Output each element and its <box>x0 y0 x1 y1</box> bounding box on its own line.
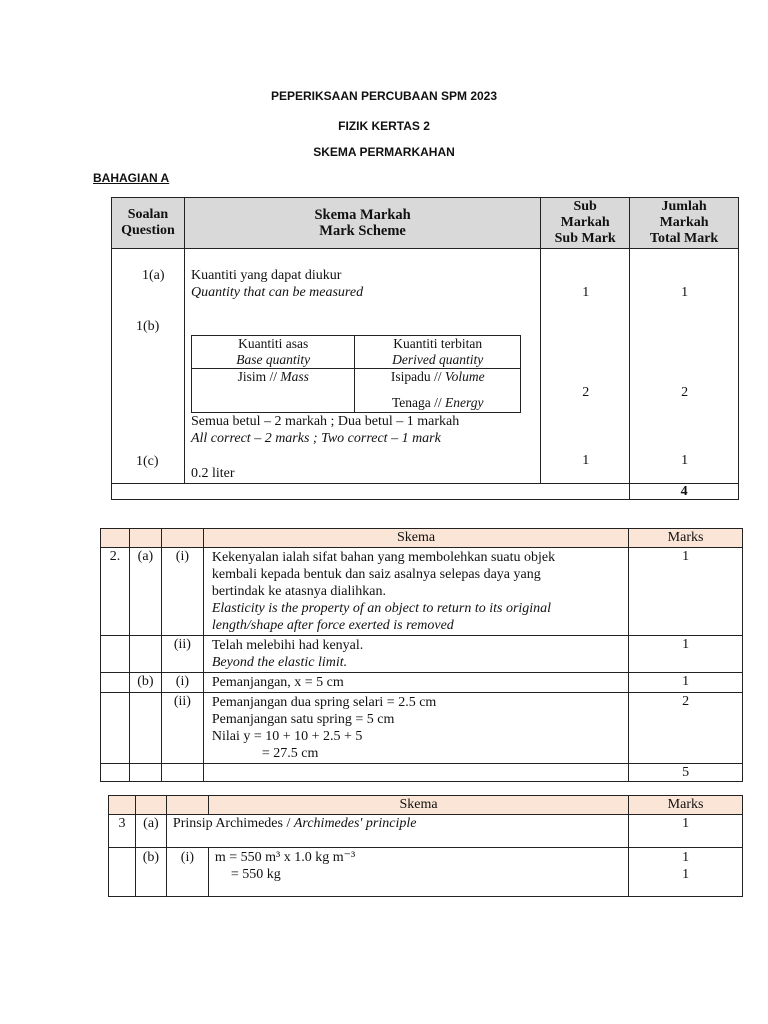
header-total-mark: Jumlah Markah Total Mark <box>630 198 739 249</box>
q3-b-i-answer: m = 550 m³ x 1.0 kg m⁻³ = 550 kg <box>208 848 628 897</box>
question-labels-cell <box>112 249 185 484</box>
q2-a-i-mark: 1 <box>629 548 743 636</box>
q1c-total-mark: 1 <box>681 453 689 468</box>
derived-quantity-cell: Isipadu // Volume Tenaga // Energy <box>355 369 521 413</box>
table-total-row <box>112 484 739 500</box>
q2-a-i-answer: Kekenyalan ialah sifat bahan yang membolehkan suatu objek kembali kepada bentuk dan saiz asalnya selepas daya yang bertindak ke atasnya dialihkan. Elasticity is the property of an object to return to its original length/shape after force exerted is removed <box>203 548 628 636</box>
q2-b-ii-mark: 2 <box>629 693 743 764</box>
q2-a-ii-answer: Telah melebihi had kenyal. Beyond the elastic limit. <box>203 636 628 673</box>
q2-a-i-roman: (i) <box>161 548 203 636</box>
grand-total: 4 <box>630 484 739 500</box>
table-q2 <box>100 528 743 782</box>
q1a-label: 1(a) <box>142 268 165 283</box>
q1b-label: 1(b) <box>136 319 160 334</box>
derived-quantity-header: Kuantiti terbitan Derived quantity <box>355 336 521 369</box>
table-row <box>101 693 743 764</box>
scheme-title: SKEMA PERMARKAHAN <box>313 145 455 159</box>
q2-a-ii-roman: (ii) <box>161 636 203 673</box>
table-row <box>109 848 743 897</box>
q3-part-a: (a) <box>135 815 166 848</box>
q2-part-a: (a) <box>129 548 161 636</box>
q2-part-b: (b) <box>129 673 161 693</box>
scheme-cell <box>184 249 540 484</box>
table-q3 <box>108 795 743 897</box>
q1b-note-en: All correct – 2 marks ; Two correct – 1 mark <box>190 431 441 446</box>
sub-marks-cell <box>541 249 630 484</box>
q1c-label: 1(c) <box>136 454 159 469</box>
base-quantity-cell: Jisim // Mass <box>191 369 355 413</box>
table-header-row <box>112 198 739 249</box>
quantity-table-row <box>191 369 520 413</box>
section-label: BAHAGIAN A <box>93 171 170 185</box>
header-skema: Skema <box>208 796 628 815</box>
q1b-total-mark: 2 <box>681 385 689 400</box>
q1b-note: Semua betul – 2 markah ; Dua betul – 1 markah <box>190 414 460 429</box>
q1a-text-en: Quantity that can be measured <box>190 285 364 300</box>
q1a-total-mark: 1 <box>681 285 689 300</box>
table-header-row <box>101 529 743 548</box>
table-header-row <box>109 796 743 815</box>
header-sub-mark: Sub Markah Sub Mark <box>541 198 630 249</box>
table-row <box>101 636 743 673</box>
q2-b-i-answer: Pemanjangan, x = 5 cm <box>203 673 628 693</box>
exam-title: PEPERIKSAAN PERCUBAAN SPM 2023 <box>270 89 498 103</box>
q1c-sub-mark: 1 <box>582 453 590 468</box>
header-mark-scheme: Skema Markah Mark Scheme <box>184 198 540 249</box>
q1c-text: 0.2 liter <box>190 466 235 481</box>
table-total-row <box>101 764 743 782</box>
base-quantity-header: Kuantiti asas Base quantity <box>191 336 355 369</box>
q1b-sub-mark: 2 <box>582 385 590 400</box>
header-question: Soalan Question <box>112 198 185 249</box>
q2-total: 5 <box>629 764 743 782</box>
q2-b-i-roman: (i) <box>161 673 203 693</box>
table-row <box>101 548 743 636</box>
q2-a-ii-mark: 1 <box>629 636 743 673</box>
q3-a-mark: 1 <box>629 815 743 848</box>
q3-number: 3 <box>109 815 136 848</box>
q2-b-ii-roman: (ii) <box>161 693 203 764</box>
q1a-sub-mark: 1 <box>582 285 590 300</box>
q3-b-i-roman: (i) <box>166 848 208 897</box>
total-marks-cell <box>630 249 739 484</box>
table-section-a-q1 <box>111 197 739 500</box>
quantity-table-header <box>191 336 520 369</box>
q3-part-b: (b) <box>135 848 166 897</box>
q2-number: 2. <box>101 548 130 636</box>
table-row <box>101 673 743 693</box>
header-skema: Skema <box>203 529 628 548</box>
q3-a-answer: Prinsip Archimedes / Archimedes' principle <box>166 815 628 848</box>
table-row <box>109 815 743 848</box>
q1a-text: Kuantiti yang dapat diukur <box>190 268 342 283</box>
q3-b-i-marks: 1 1 <box>629 848 743 897</box>
paper-title: FIZIK KERTAS 2 <box>338 119 430 133</box>
header-marks: Marks <box>629 796 743 815</box>
header-marks: Marks <box>629 529 743 548</box>
quantity-table <box>191 335 521 413</box>
q2-b-i-mark: 1 <box>629 673 743 693</box>
q2-b-ii-answer: Pemanjangan dua spring selari = 2.5 cm Pemanjangan satu spring = 5 cm Nilai y = 10 + 10 + 2.5 + 5 = 27.5 cm <box>203 693 628 764</box>
table-row <box>112 249 739 484</box>
